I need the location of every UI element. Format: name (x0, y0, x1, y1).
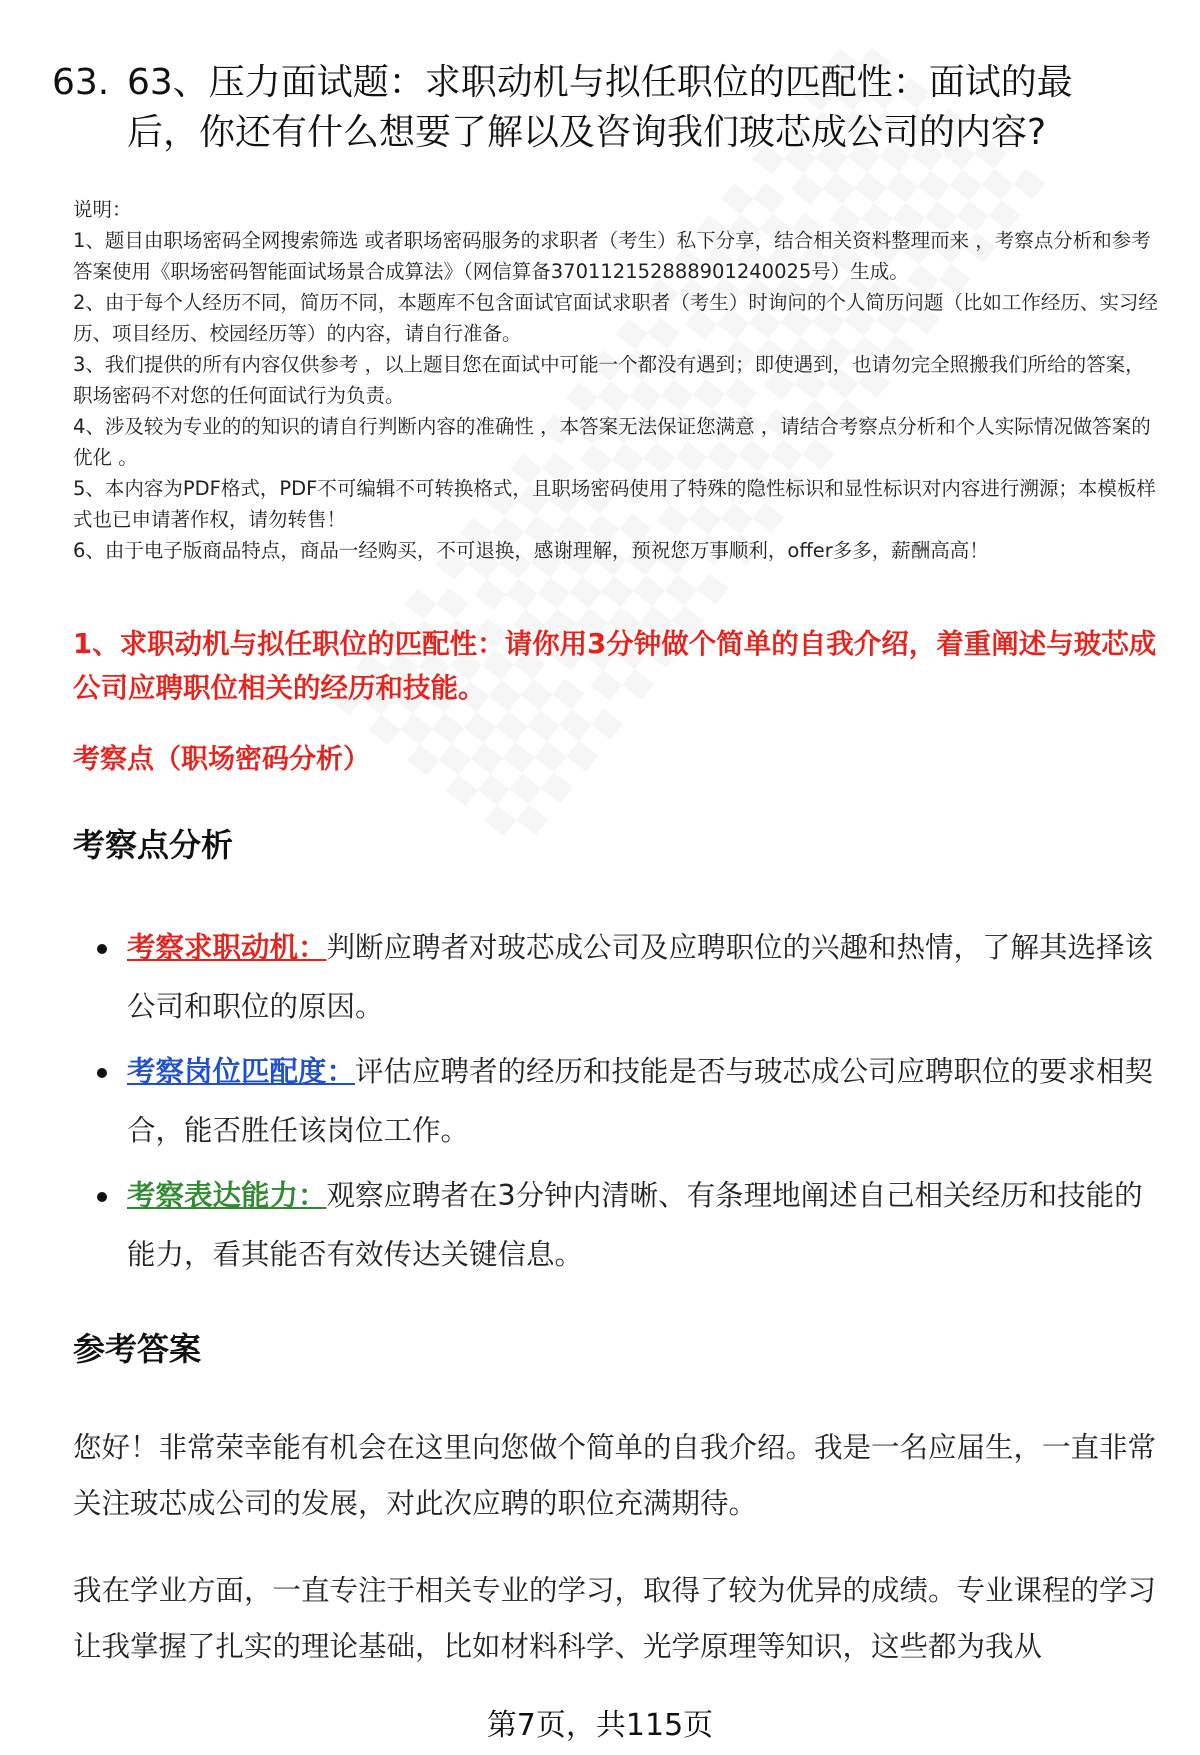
answer-paragraph: 您好！非常荣幸能有机会在这里向您做个简单的自我介绍。我是一名应届生，一直非常关注玻芯成公司的发展，对此次应聘的职位充满期待。 (73, 1431, 1157, 1520)
point-keyword: 考察求职动机： (127, 931, 327, 964)
note-item: 4、涉及较为专业的的知识的请自行判断内容的准确性 ，本答案无法保证您满意 ，请结合考察点分析和个人实际情况做答案的优化 。 (73, 415, 1151, 469)
point-keyword: 考察表达能力： (127, 1179, 327, 1212)
notes-block (73, 194, 1158, 566)
bullet-icon (97, 944, 107, 954)
note-item: 6、由于电子版商品特点，商品一经购买，不可退换，感谢理解，预祝您万事顺利，offer多多，薪酬高高！ (73, 539, 989, 562)
sub-question-heading: 1、求职动机与拟任职位的匹配性：请你用3分钟做个简单的自我介绍，着重阐述与玻芯成公司应聘职位相关的经历和技能。 (73, 628, 1157, 704)
note-item: 2、由于每个人经历不同，简历不同，本题库不包含面试官面试求职者（考生）时询问的个人简历问题（比如工作经历、实习经历、项目经历、校园经历等）的内容，请自行准备。 (73, 291, 1158, 345)
note-item: 3、我们提供的所有内容仅供参考 ，以上题目您在面试中可能一个都没有遇到；即使遇到，也请勿完全照搬我们所给的答案，职场密码不对您的任何面试行为负责。 (73, 353, 1145, 407)
analysis-point (97, 1166, 1157, 1284)
answer-heading: 参考答案 (73, 1330, 202, 1368)
point-text: 判断应聘者对玻芯成公司及应聘职位的兴趣和热情，了解其选择该公司和职位的原因。 (127, 931, 1154, 1023)
answer-paragraph: 我在学业方面，一直专注于相关专业的学习，取得了较为优异的成绩。专业课程的学习让我掌握了扎实的理论基础，比如材料科学、光学原理等知识，这些都为我从 (73, 1574, 1157, 1663)
analysis-heading: 考察点分析 (73, 826, 234, 864)
point-keyword: 考察岗位匹配度： (127, 1055, 356, 1088)
bullet-icon (97, 1068, 107, 1078)
analysis-point (97, 1042, 1157, 1160)
point-text: 评估应聘者的经历和技能是否与玻芯成公司应聘职位的要求相契合，能否胜任该岗位工作。 (127, 1055, 1154, 1147)
point-text: 观察应聘者在3分钟内清晰、有条理地阐述自己相关经历和技能的能力，看其能否有效传达关键信息。 (127, 1179, 1143, 1271)
page-footer: 第7页，共115页 (486, 1708, 714, 1743)
analysis-list (97, 918, 1157, 1290)
note-item: 5、本内容为PDF格式，PDF不可编辑不可转换格式，且职场密码使用了特殊的隐性标识和显性标识对内容进行溯源；本模板样式也已申请著作权，请勿转售！ (73, 477, 1156, 531)
analysis-label: 考察点（职场密码分析） (73, 744, 370, 775)
notes-heading: 说明： (73, 198, 132, 221)
question-number: 63. (52, 62, 110, 103)
analysis-point (97, 918, 1157, 1036)
bullet-icon (97, 1192, 107, 1202)
question-text: 63、压力面试题：求职动机与拟任职位的匹配性：面试的最后，你还有什么想要了解以及咨询我们玻芯成公司的内容? (127, 62, 1073, 153)
note-item: 1、题目由职场密码全网搜索筛选 或者职场密码服务的求职者（考生）私下分享，结合相关资料整理而来 ，考察点分析和参考答案使用《职场密码智能面试场景合成算法》（网信算备370112152888901240025号）生成。 (73, 229, 1151, 283)
